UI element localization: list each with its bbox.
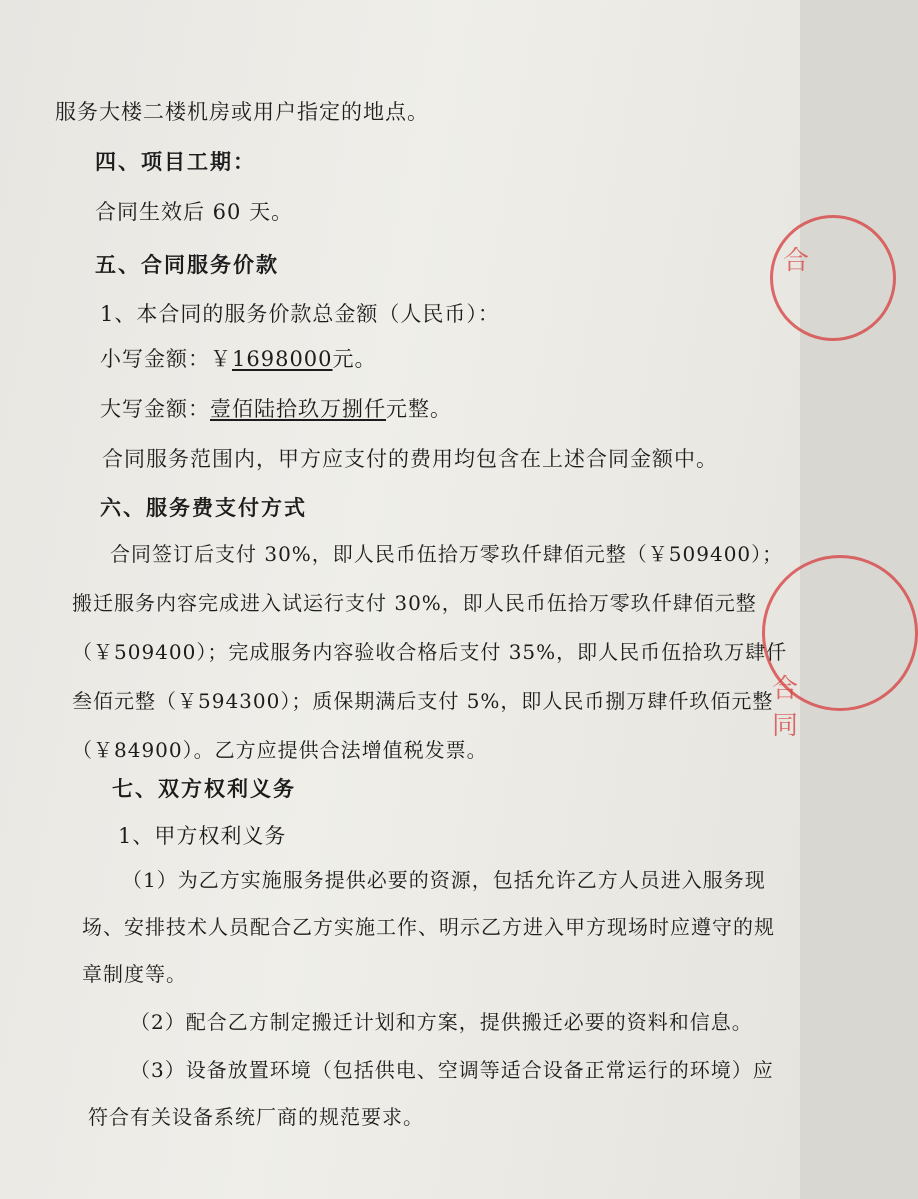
text-line: （3）设备放置环境（包括供电、空调等适合设备正常运行的环境）应 (130, 1058, 774, 1082)
section-heading: 六、服务费支付方式 (100, 496, 307, 520)
amount-big-suffix: 元整。 (386, 397, 452, 421)
text-line: 合同生效后 60 天。 (95, 200, 294, 224)
amount-big-value: 壹佰陆拾玖万捌仟 (210, 397, 386, 421)
amount-big-prefix: 大写金额： (100, 397, 210, 421)
text-line: 服务大楼二楼机房或用户指定的地点。 (55, 100, 429, 124)
text-line: （￥84900）。乙方应提供合法增值税发票。 (72, 738, 488, 762)
text-line: 叁佰元整（￥594300）；质保期满后支付 5%，即人民币捌万肆仟玖佰元整 (72, 689, 774, 713)
amount-small-suffix: 元。 (332, 347, 377, 371)
text-line: 章制度等。 (82, 962, 187, 986)
section-heading: 五、合同服务价款 (95, 253, 279, 277)
section-heading: 七、双方权利义务 (112, 777, 296, 801)
amount-big-line (100, 395, 452, 423)
text-line: 场、安排技术人员配合乙方实施工作、明示乙方进入甲方现场时应遵守的规 (82, 915, 775, 939)
text-line: 合同服务范围内，甲方应支付的费用均包含在上述合同金额中。 (102, 447, 718, 471)
text-line: 1、本合同的服务价款总金额（人民币）： (100, 302, 500, 326)
text-line: 符合有关设备系统厂商的规范要求。 (88, 1105, 424, 1129)
seal-top-text: 合 (783, 246, 810, 276)
text-line: 搬迁服务内容完成进入试运行支付 30%，即人民币伍拾万零玖仟肆佰元整 (72, 591, 757, 615)
section-heading: 四、项目工期： (95, 150, 256, 174)
amount-small-value: 1698000 (232, 347, 333, 371)
text-line: （2）配合乙方制定搬迁计划和方案，提供搬迁必要的资料和信息。 (130, 1010, 753, 1034)
text-line: （￥509400）；完成服务内容验收合格后支付 35%，即人民币伍拾玖万肆仟 (72, 640, 788, 664)
text-line: 合同签订后支付 30%，即人民币伍拾万零玖仟肆佰元整（￥509400）； (110, 542, 784, 566)
amount-small-prefix: 小写金额：￥ (100, 347, 232, 371)
red-seal-top (770, 215, 896, 341)
text-line: 1、甲方权利义务 (118, 824, 287, 848)
text-line: （1）为乙方实施服务提供必要的资源，包括允许乙方人员进入服务现 (122, 868, 766, 892)
amount-small-line (100, 345, 377, 373)
seal-bottom-text: 合同 (772, 674, 799, 741)
